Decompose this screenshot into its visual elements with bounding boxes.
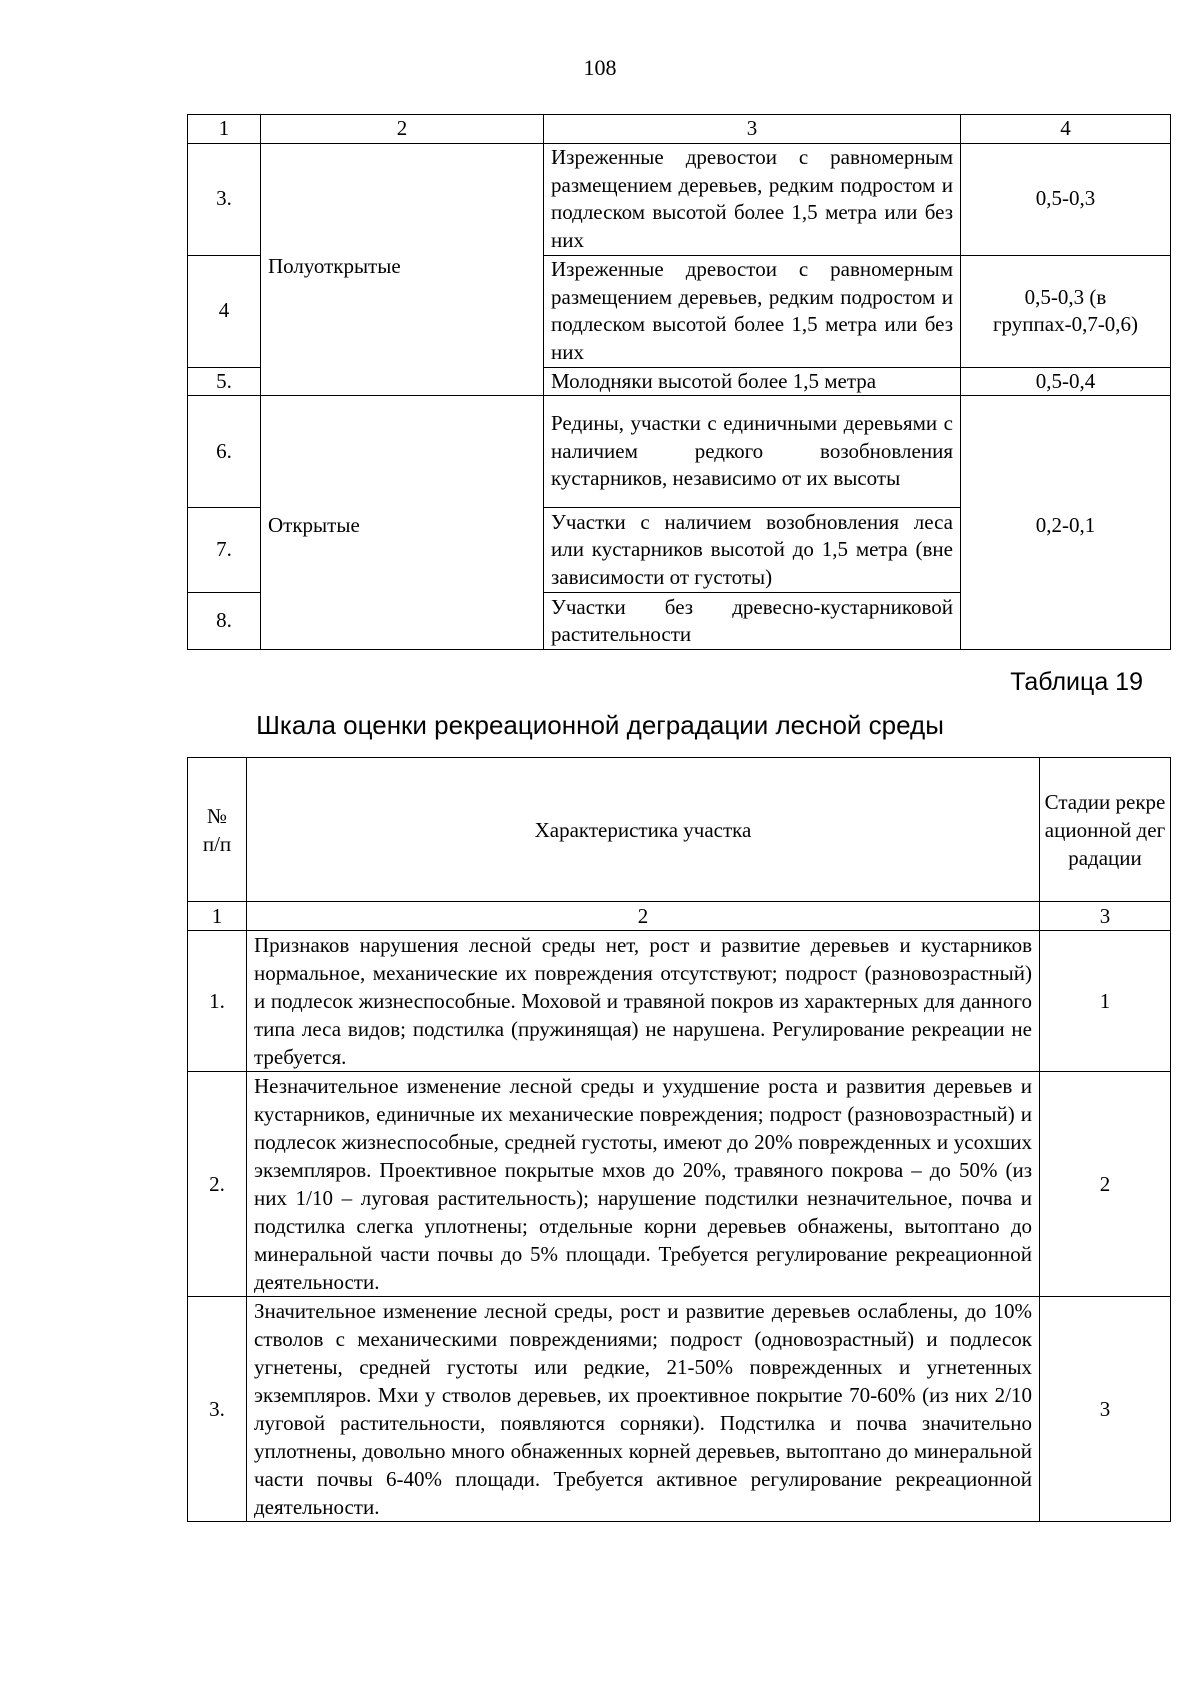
table-row xyxy=(188,396,1171,508)
index-cell: 1 xyxy=(188,902,247,931)
table-row xyxy=(188,931,1171,1072)
row-stage: 2 xyxy=(1040,1072,1171,1297)
row-number: 1. xyxy=(188,931,247,1072)
row-stage: 1 xyxy=(1040,931,1171,1072)
page-number: 108 xyxy=(583,55,617,80)
row-description: Редины, участки с единичными деревьями с наличием редкого возобновления кустарников, независимо от их высоты xyxy=(544,396,961,508)
forest-openness-table xyxy=(187,114,1171,650)
table1-header-cell: 2 xyxy=(261,115,544,144)
row-description: Незначительное изменение лесной среды и ухудшение роста и развития деревьев и кустарников, единичные их механические повреждения; подрост (разновозрастный) и подлесок жизнеспособные, средней густоты, имеют до 20% поврежденных и усохших экземпляров. Проективное покрытые мхов до 20%, травяного покрова – до 50% (из них 1/10 – луговая растительность); нарушение подстилки незначительное, почва и подстилка слегка уплотнены; отдельные корни деревьев обнажены, вытоптано до минеральной части почвы до 5% площади. Требуется регулирование рекреационной деятельности. xyxy=(247,1072,1040,1297)
table-row xyxy=(188,1072,1171,1297)
row-description: Изреженные древостои с равномерным размещением деревьев, редким подростом и подлеском высотой более 1,5 метра или без них xyxy=(544,255,961,367)
row-description: Признаков нарушения лесной среды нет, рост и развитие деревьев и кустарников нормальное, механические их повреждения отсутствуют; подрост (разновозрастный) и подлесок жизнеспособные. Моховой и травяной покров из характерных для данного типа леса видов; подстилка (пружинящая) не нарушена. Регулирование рекреации не требуется. xyxy=(247,931,1040,1072)
row-number: 3. xyxy=(188,1297,247,1522)
row-number: 3. xyxy=(188,143,261,255)
row-description: Изреженные древостои с равномерным размещением деревьев, редким подростом и подлеском высотой более 1,5 метра или без них xyxy=(544,143,961,255)
row-number: 2. xyxy=(188,1072,247,1297)
col-number-header: № п/п xyxy=(188,758,247,902)
row-description: Значительное изменение лесной среды, рост и развитие деревьев ослаблены, до 10% стволов с механическими повреждениями; подрост (одновозрастный) и подлесок угнетены, средней густоты или редкие, 21-50% поврежденных и угнетенных экземпляров. Мхи у стволов деревьев, их проективное покрытие 70-60% (из них 2/10 луговой растительности, появляются сорняки). Подстилка и почва значительно уплотнены, довольно много обнаженных корней деревьев, вытоптано до минеральной части почвы 6-40% площади. Требуется активное регулирование рекреационной деятельности. xyxy=(247,1297,1040,1522)
table2-index-row xyxy=(188,902,1171,931)
group-semi-open: Полуоткрытые xyxy=(261,143,544,396)
row-description: Участки без древесно-кустарниковой растительности xyxy=(544,593,961,650)
row-number: 4 xyxy=(188,255,261,367)
row-value: 0,5-0,3 (в группах-0,7-0,6) xyxy=(961,255,1171,367)
table1-header-cell: 3 xyxy=(544,115,961,144)
col-stage-header: Стадии рекреационной деградации xyxy=(1040,758,1171,902)
row-number: 6. xyxy=(188,396,261,508)
row-description: Участки с наличием возобновления леса или кустарников высотой до 1,5 метра (вне зависимости от густоты) xyxy=(544,508,961,593)
group-open: Открытые xyxy=(261,396,544,650)
index-cell: 2 xyxy=(247,902,1040,931)
table-row xyxy=(188,143,1171,255)
table1-header-cell: 1 xyxy=(188,115,261,144)
recreational-degradation-table xyxy=(187,757,1171,1522)
index-cell: 3 xyxy=(1040,902,1171,931)
row-number: 5. xyxy=(188,367,261,396)
row-value: 0,5-0,3 xyxy=(961,143,1171,255)
col-description-header: Характеристика участка xyxy=(247,758,1040,902)
table1-header-cell: 4 xyxy=(961,115,1171,144)
row-number: 7. xyxy=(188,508,261,593)
table-row xyxy=(188,1297,1171,1522)
row-description: Молодняки высотой более 1,5 метра xyxy=(544,367,961,396)
table2-header-row xyxy=(188,758,1171,902)
table-title: Шкала оценки рекреационной деградации лесной среды xyxy=(256,710,944,740)
row-value: 0,5-0,4 xyxy=(961,367,1171,396)
table-label: Таблица 19 xyxy=(1010,668,1143,696)
row-number: 8. xyxy=(188,593,261,650)
group-open-value: 0,2-0,1 xyxy=(961,396,1171,650)
table1-header-row xyxy=(188,115,1171,144)
row-stage: 3 xyxy=(1040,1297,1171,1522)
